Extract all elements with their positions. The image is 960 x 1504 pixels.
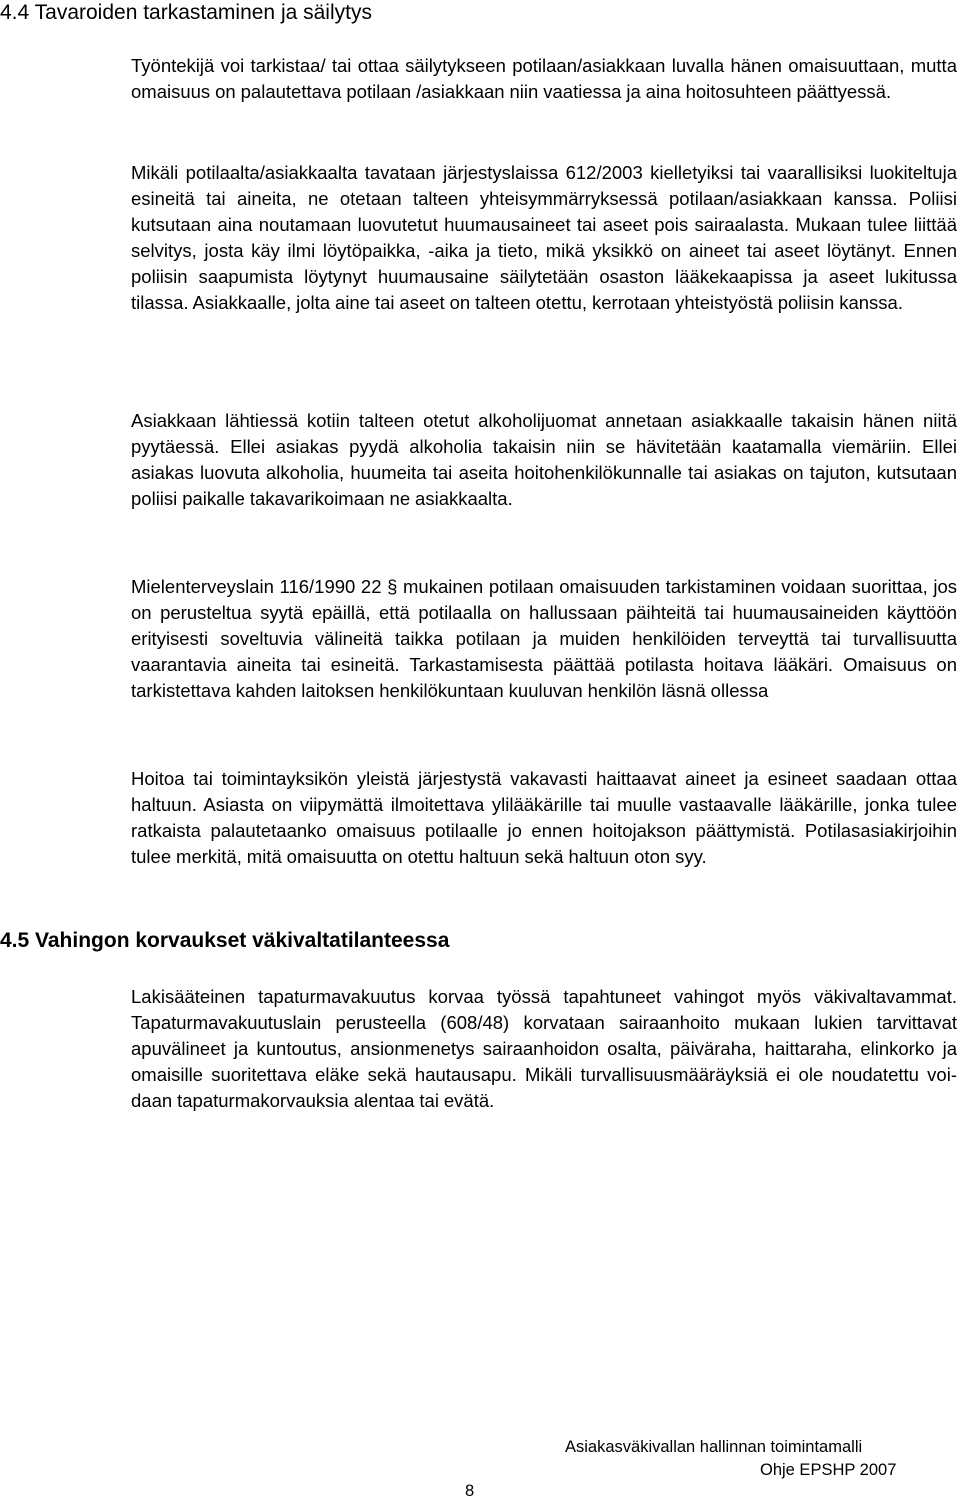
footer-document-title: Asiakasväkivallan hallinnan toimintamalli (565, 1438, 863, 1456)
footer-document-version: Ohje EPSHP 2007 (760, 1461, 897, 1479)
paragraph-seizure-reporting: Hoitoa tai toimintayksikön yleistä järjestystä vakavasti haittaavat aineet ja esineet saadaan ottaa haltuun. Asiasta on viipymättä ilmoitettava ylilääkärille tai muulle vastaavalle lääkärille, jonka tulee ratkaista palautetaanko omaisuus potilaalle jo ennen hoitojakson päättymistä. Potilasasiakirjoihin tulee merkitä, mitä omaisuutta on otettu haltuun sekä haltuun oton syy. (131, 768, 957, 867)
paragraph-mental-health-act: Mielenterveyslain 116/1990 22 § mukainen potilaan omaisuuden tarkistaminen voidaan suorittaa, jos on perusteltua syytä epäillä, että potilaalla on hallussaan päihteitä tai huumausaineiden käyttöön erityisesti soveltuvia välineitä taikka potilaan ja muiden henkilöiden terveyttä tai turvallisuutta vaarantavia aineita tai esineitä. Tarkastamisesta päättää potilasta hoitava lääkäri. Omaisuus on tarkistettava kahden laitoksen henkilökuntaan kuuluvan henkilön läsnä ollessa (131, 576, 957, 701)
section-heading-4-4: 4.4 Tavaroiden tarkastaminen ja säilytys (0, 1, 372, 24)
paragraph-belongings-check: Työntekijä voi tarkistaa/ tai ottaa säilytykseen potilaan/asiakkaan luvalla hänen omaisuuttaan, mutta omaisuus on palautettava potilaan /asiakkaan niin vaatiessa ja aina hoitosuhteen päättyessä. (131, 55, 957, 102)
paragraph-accident-insurance: Lakisääteinen tapaturmavakuutus korvaa työssä tapahtuneet vahingot myös väkivaltavammat. Tapaturmavakuutuslain perusteella (608/48) korvataan sairaanhoito mukaan lukien tarvittavat apuvälineet ja kuntoutus, ansionmenetys sairaanhoidon osalta, päiväraha, haittaraha, elinkorko ja omaisille suoritettava eläke sekä hautausapu. Mikäli turvallisuusmääräyksiä ei ole noudatettu voidaan tapaturmakorvauksia alentaa tai evätä. (131, 986, 957, 1111)
paragraph-prohibited-items: Mikäli potilaalta/asiakkaalta tavataan järjestyslaissa 612/2003 kielletyiksi tai vaarallisiksi luokiteltuja esineitä tai aineita, ne otetaan talteen yhteisymmärryksessä potilaan/asiakkaan kanssa. Poliisi kutsutaan aina noutamaan luovutetut huumausaineet tai aseet pois sairaalasta. Mukaan tulee liittää selvitys, josta käy ilmi löytöpaikka, -aika ja tieto, mikä yksikkö on aineet tai aseet löytänyt. Ennen poliisin saapumista löytynyt huumausaine säilytetään osaston lääkekaapissa ja aseet lukitussa tilassa. Asiakkaalle, jolta aine tai aseet on talteen otettu, kerrotaan yhteistyöstä poliisin kanssa. (131, 162, 957, 313)
section-heading-4-5: 4.5 Vahingon korvaukset väkivaltatilanteessa (0, 929, 450, 952)
paragraph-alcohol-return: Asiakkaan lähtiessä kotiin talteen otetut alkoholijuomat annetaan asiakkaalle takaisin hänen niitä pyytäessä. Ellei asiakas pyydä alkoholia takaisin niin se hävitetään kaatamalla viemäriin. Ellei asiakas luovuta alkoholia, huumeita tai aseita hoitohenkilökunnalle tai asiakas on tajuton, kutsutaan poliisi paikalle takavarikoimaan ne asiakkaalta. (131, 410, 957, 509)
page-number: 8 (465, 1482, 475, 1500)
